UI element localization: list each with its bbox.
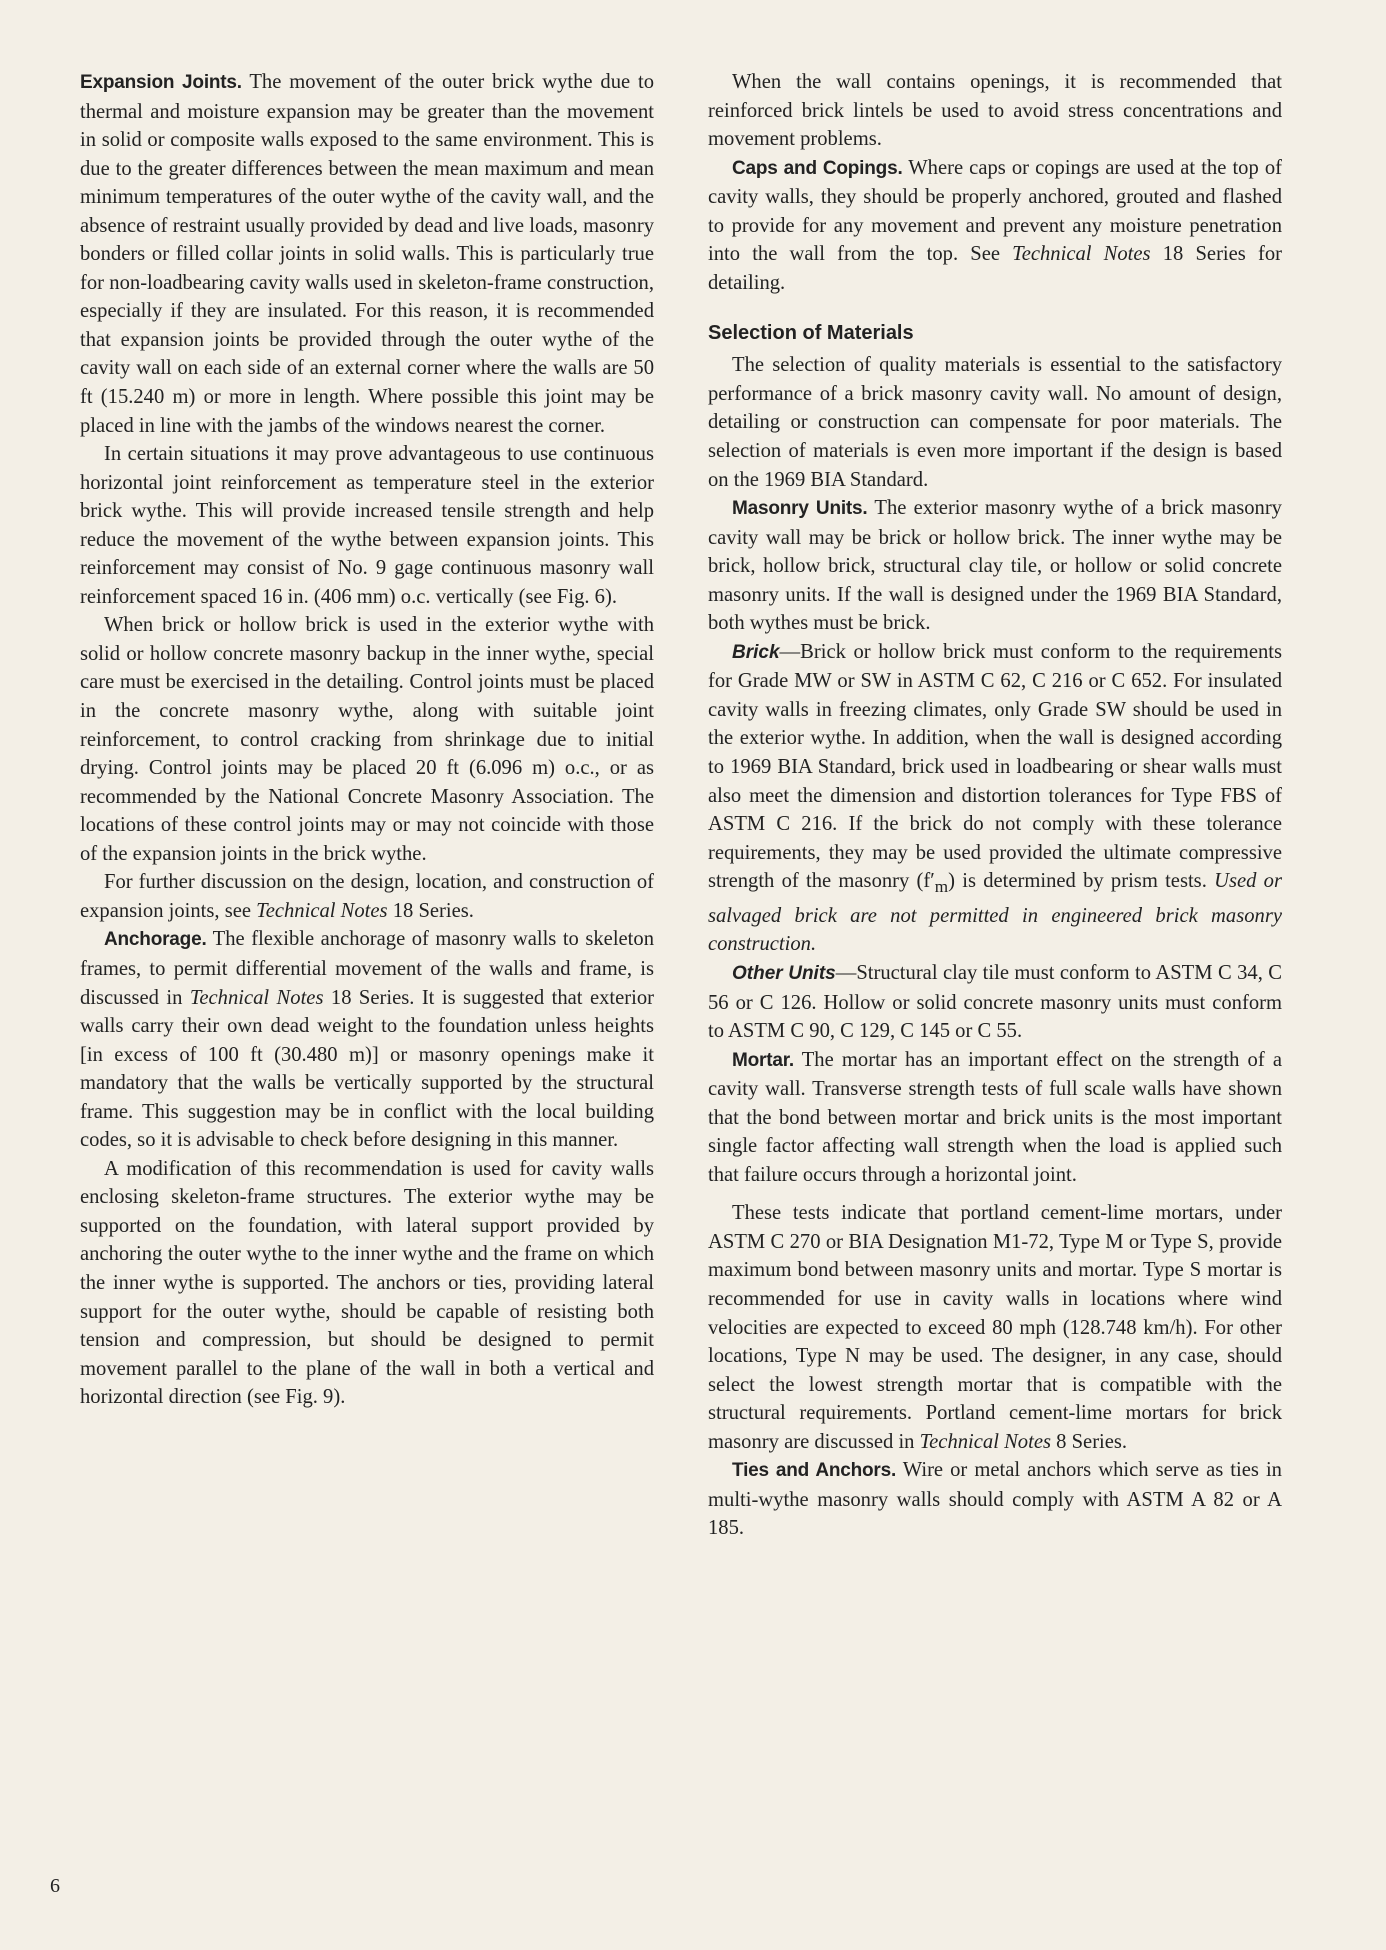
- paragraph-control-joints: When brick or hollow brick is used in the exterior wythe with solid or hollow concrete masonry backup in the inner wythe, special care must be exercised in the detailing. Control joints must be placed in the concrete masonry wythe, along with suitable joint reinforcement, to control cracking from shrinkage due to initial drying. Control joints may be placed 20 ft (6.096 m) o.c., or as recommended by the National Concrete Masonry Association. The locations of these control joints may or may not coincide with those of the expansion joints in the brick wythe.: [80, 614, 654, 865]
- paragraph-text: ) is determined by prism tests.: [948, 870, 1215, 893]
- run-in-heading-ties-anchors: Ties and Anchors.: [732, 1460, 897, 1482]
- paragraph-anchorage: [80, 925, 654, 1154]
- paragraph-text: 18 Series. It is suggested that exterior walls carry their own dead weight to the foundation unless heights [in excess of 100 ft (30.480 m)] or masonry openings make it mandatory that the walls be vertically supported by the structural frame. This suggestion may be in conflict with the local building codes, so it is advisable to check before designing in this manner.: [80, 986, 654, 1152]
- paragraph-text: The flexible anchorage of masonry walls to skeleton frames, to permit differential movement of the walls and frame, is discussed in: [80, 928, 654, 1009]
- paragraph-text: For further discussion on the design, location, and construction of expansion joints, see: [80, 871, 654, 922]
- run-in-heading-expansion-joints: Expansion Joints.: [80, 72, 242, 93]
- paragraph-other-units: [708, 959, 1282, 1046]
- paragraph-expansion-joints: [80, 68, 654, 440]
- paragraph-text: —Brick or hollow brick must conform to the requirements for Grade MW or SW in ASTM C 62, C 216 or C 652. For insulated cavity walls in freezing climates, only Grade SW should be used in the exterior wythe. In addition, when the wall is designed according to 1969 BIA Standard, brick used in loadbearing or shear walls must also meet the dimension and distortion tolerances for Type FBS of ASTM C 216. If the brick do not comply with these tolerance requirements, they may be used provided the ultimate compressive strength of the masonry (f′: [708, 640, 1282, 893]
- run-in-heading-mortar: Mortar.: [732, 1049, 794, 1071]
- run-in-heading-masonry-units: Masonry Units.: [732, 498, 868, 520]
- page-number: 6: [50, 1875, 60, 1897]
- paragraph-masonry-units: [708, 494, 1282, 638]
- paragraph-text: The exterior masonry wythe of a brick masonry cavity wall may be brick or hollow brick. The inner wythe may be brick, hollow brick, structural clay tile, or hollow or solid concrete masonry units. If the wall is designed under the 1969 BIA Standard, both wythes must be brick.: [708, 497, 1282, 635]
- paragraph-text: The movement of the outer brick wythe due to thermal and moisture expansion may be greater than the movement in solid or composite walls exposed to the same environment. This is due to the greater differences between the mean maximum and mean minimum temperatures of the outer wythe of the cavity wall, and the absence of restraint usually provided by dead and live loads, masonry bonders or filled collar joints in solid walls. This is particularly true for non-loadbearing cavity walls used in skeleton-frame construction, especially if they are insulated. For this reason, it is recommended that expansion joints be provided through the outer wythe of the cavity wall on each side of an external corner where the walls are 50 ft (15.240 m) or more in length. Where possible this joint may be placed in line with the jambs of the windows nearest the corner.: [80, 71, 654, 437]
- paragraph-text: 8 Series.: [1051, 1430, 1128, 1453]
- right-column: [708, 68, 1282, 1543]
- paragraph-text: —Structural clay tile must conform to ASTM C 34, C 56 or C 126. Hollow or solid concrete masonry units must conform to ASTM C 90, C 129, C 145 or C 55.: [708, 961, 1283, 1043]
- run-in-heading-other-units: Other Units: [732, 962, 836, 984]
- subscript-m: m: [934, 877, 949, 897]
- run-in-heading-brick: Brick: [732, 641, 780, 663]
- run-in-heading-anchorage: Anchorage.: [104, 929, 207, 951]
- paragraph-gap: [708, 1189, 1282, 1199]
- paragraph-quality-materials: The selection of quality materials is essential to the satisfactory performance of a brick masonry cavity wall. No amount of design, detailing or construction can compensate for poor materials. The selection of materials is even more important if the design is based on the 1969 BIA Standard.: [708, 354, 1282, 491]
- section-heading-selection-of-materials: Selection of Materials: [708, 322, 914, 345]
- paragraph-text: Wire or metal anchors which serve as ties in multi-wythe masonry walls should comply with ASTM A 82 or A 185.: [708, 1459, 1282, 1540]
- paragraph-joint-reinforcement: In certain situations it may prove advantageous to use continuous horizontal joint reinforcement as temperature steel in the exterior brick wythe. This will provide increased tensile strength and help reduce the movement of the wythe between expansion joints. This reinforcement may consist of No. 9 gage continuous masonry wall reinforcement spaced 16 in. (406 mm) o.c. vertically (see Fig. 6).: [80, 443, 654, 608]
- paragraph-mortar: [708, 1046, 1282, 1190]
- paragraph-mortar-tests: [708, 1199, 1282, 1456]
- technical-notes-reference: Technical Notes: [189, 986, 324, 1009]
- salvaged-brick-warning: Used or salvaged brick are not permitted in engineered brick masonry construction.: [708, 870, 1282, 956]
- paragraph-caps-copings: [708, 154, 1282, 298]
- paragraph-brick: [708, 638, 1282, 959]
- paragraph-text: 18 Series.: [387, 899, 474, 922]
- paragraph-text: These tests indicate that portland cement-lime mortars, under ASTM C 270 or BIA Designation M1-72, Type M or Type S, provide maximum bond between masonry units and mortar. Type S mortar is recommended for use in cavity walls in locations where wind velocities are expected to exceed 80 mph (128.748 km/h). For other locations, Type N may be used. The designer, in any case, should select the lowest strength mortar that is compatible with the structural requirements. Portland cement-lime mortars for brick masonry are discussed in: [708, 1202, 1282, 1453]
- paragraph-text: 18 Series for detailing.: [708, 243, 1282, 294]
- left-column: [80, 68, 654, 1412]
- paragraph-ties-anchors: [708, 1456, 1282, 1543]
- paragraph-further-discussion: [80, 868, 654, 925]
- technical-notes-reference: Technical Notes: [256, 899, 388, 922]
- run-in-heading-caps-copings: Caps and Copings.: [732, 157, 903, 179]
- paragraph-text: The mortar has an important effect on the strength of a cavity wall. Transverse strength tests of full scale walls have shown that the bond between mortar and brick units is the most important single factor affecting wall strength when the load is applied such that failure occurs through a horizontal joint.: [708, 1048, 1282, 1186]
- paragraph-modification: A modification of this recommendation is used for cavity walls enclosing skeleton-frame structures. The exterior wythe may be supported on the foundation, with lateral support provided by anchoring the outer wythe to the inner wythe and the frame on which the inner wythe is supported. The anchors or ties, providing lateral support for the outer wythe, should be capable of resisting both tension and compression, but should be designed to permit movement parallel to the plane of the wall in both a vertical and horizontal direction (see Fig. 9).: [80, 1157, 654, 1409]
- technical-notes-reference: Technical Notes: [919, 1430, 1051, 1453]
- paragraph-text: Where caps or copings are used at the top of cavity walls, they should be properly anchored, grouted and flashed to provide for any movement and prevent any moisture penetration into the wall from the top. See: [708, 156, 1282, 266]
- paragraph-openings: When the wall contains openings, it is recommended that reinforced brick lintels be used to avoid stress concentrations and movement problems.: [708, 71, 1282, 151]
- technical-notes-reference: Technical Notes: [1012, 243, 1151, 266]
